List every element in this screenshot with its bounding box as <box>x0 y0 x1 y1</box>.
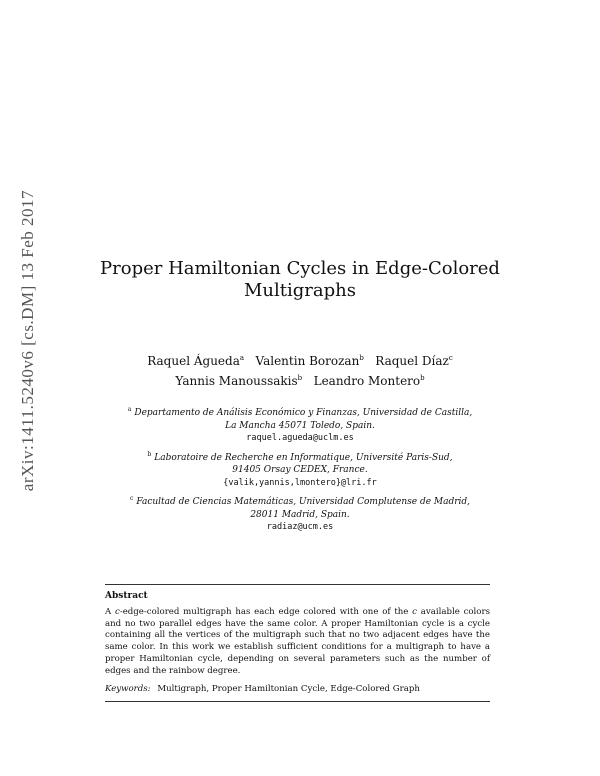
affiliation-email: raquel.agueda@uclm.es <box>246 433 354 443</box>
author-name: Raquel Águeda <box>147 354 240 368</box>
author-name: Leandro Montero <box>313 374 421 388</box>
author-name: Valentin Borozan <box>255 354 360 368</box>
author-row-1 <box>100 350 500 370</box>
author-mark: b <box>420 374 425 382</box>
abstract-heading: Abstract <box>105 591 148 601</box>
affiliation-list <box>100 404 500 538</box>
affiliation-a <box>100 404 500 445</box>
author-name: Yannis Manoussakis <box>175 374 298 388</box>
affiliation-line: $^b$ Laboratoire de Recherche en Informatique, Université Paris-Sud, <box>147 450 453 463</box>
affiliation-line: 28011 Madrid, Spain. <box>250 509 350 520</box>
affiliation-line: $^a$ Departamento de Análisis Económico y Finanzas, Universidad de Castilla, <box>127 406 473 418</box>
affiliation-c <box>100 493 500 534</box>
paper-title <box>100 258 500 302</box>
arxiv-stamp: arXiv:1411.5240v6 [cs.DM] 13 Feb 2017 <box>18 190 37 492</box>
affiliation-mark: a <box>127 406 132 413</box>
keywords-label: Keywords: <box>105 683 151 694</box>
author-mark: b <box>359 354 364 362</box>
affiliation-mark: b <box>147 450 152 458</box>
author-mark: a <box>239 354 245 362</box>
affiliation-email: {valik,yannis,lmontero}@lri.fr <box>223 477 377 488</box>
affiliation-line: $^c$ Facultad de Ciencias Matemáticas, Universidad Complutense de Madrid, <box>129 495 471 507</box>
keywords-text: Multigraph, Proper Hamiltonian Cycle, Edge-Colored Graph <box>157 683 420 694</box>
author-list <box>100 350 500 390</box>
author-name: Raquel Díaz <box>375 354 449 368</box>
title-line-1: Proper Hamiltonian Cycles in Edge-Colored <box>100 258 500 279</box>
affiliation-line: 91405 Orsay CEDEX, France. <box>232 465 368 475</box>
author-row-2 <box>100 370 500 390</box>
affiliation-email: radiaz@ucm.es <box>266 522 334 532</box>
abstract-body: A c-edge-colored multigraph has each edge colored with one of the c available colors and no two parallel edges have the same color. A proper Hamiltonian cycle is a cycle containing all the vertices of the multigraph such that no two adjacent edges have the same color. In this work we establish sufficient conditions for a multigraph to have a proper Hamiltonian cycle, depending on several parameters such as the number of edges and the rainbow degree. <box>105 606 490 676</box>
affiliation-b <box>100 449 500 490</box>
affiliation-line: La Mancha 45071 Toledo, Spain. <box>225 420 375 431</box>
abstract-box <box>105 584 490 702</box>
title-line-2: Multigraphs <box>244 280 356 301</box>
author-mark: c <box>448 354 453 362</box>
keywords <box>105 684 490 696</box>
author-mark: b <box>297 374 303 382</box>
affiliation-mark: c <box>129 495 134 502</box>
